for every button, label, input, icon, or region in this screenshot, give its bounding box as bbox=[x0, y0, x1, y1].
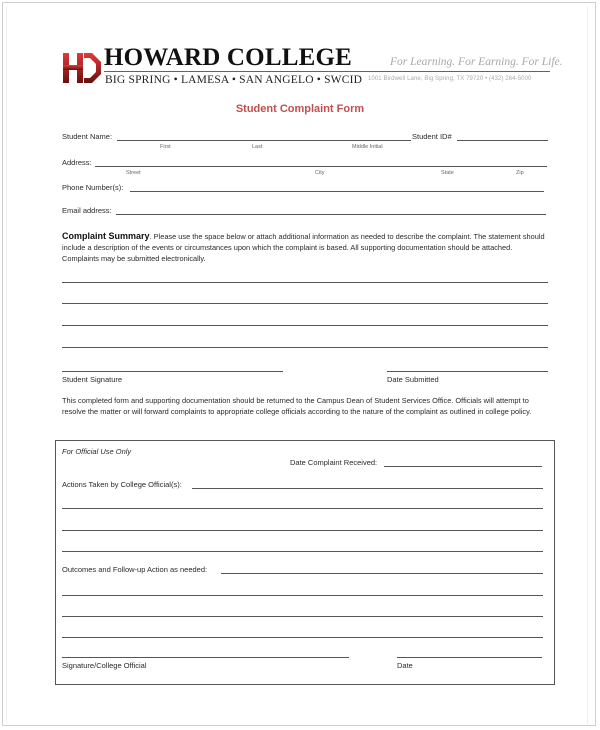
actions-line-1[interactable] bbox=[62, 508, 543, 509]
official-use-heading: For Official Use Only bbox=[62, 447, 132, 456]
outcomes-label: Outcomes and Follow-up Action as needed: bbox=[62, 565, 208, 574]
college-address: 1001 Birdwell Lane, Big Spring, TX 79720 • (432) 264-5000 bbox=[368, 76, 532, 82]
student-signature-field[interactable] bbox=[62, 371, 283, 372]
sublabel-zip: Zip bbox=[516, 170, 524, 176]
official-use-box bbox=[55, 440, 555, 685]
date-received-field[interactable] bbox=[384, 466, 542, 467]
student-id-label: Student ID# bbox=[412, 132, 452, 141]
return-instructions: This completed form and supporting documentation should be returned to the Campus Dean of Student Services Office. Officials will attempt to resolve the matter or will forward complaints to appropriate college officials according to the nature of the complaint as outlined in college policy. bbox=[62, 396, 532, 416]
phone-field[interactable] bbox=[130, 191, 544, 192]
address-field[interactable] bbox=[95, 166, 547, 167]
sublabel-city: City bbox=[315, 170, 325, 176]
sublabel-last: Last bbox=[252, 144, 263, 150]
address-label: Address: bbox=[62, 158, 92, 167]
official-date-label: Date bbox=[397, 661, 413, 670]
outcomes-line-2[interactable] bbox=[62, 616, 543, 617]
sublabel-street: Street bbox=[126, 170, 141, 176]
sublabel-middle-initial: Middle Initial bbox=[352, 144, 383, 150]
email-field[interactable] bbox=[116, 214, 546, 215]
complaint-line-2[interactable] bbox=[62, 303, 548, 304]
date-submitted-field[interactable] bbox=[387, 371, 548, 372]
official-signature-field[interactable] bbox=[62, 657, 349, 658]
sublabel-first: First bbox=[160, 144, 171, 150]
complaint-summary-heading: Complaint Summary bbox=[62, 231, 150, 241]
complaint-summary-text: . Please use the space below or attach additional information as needed to describe the complaint. The statement should include a description of the events or circumstances upon which the complaint is based. All supporting documentation should be attached. Complaints may be submitted electronically. bbox=[62, 232, 545, 263]
sublabel-state: State bbox=[441, 170, 454, 176]
header-rule bbox=[104, 71, 550, 72]
student-name-label: Student Name: bbox=[62, 132, 113, 141]
date-submitted-label: Date Submitted bbox=[387, 375, 439, 384]
email-label: Email address: bbox=[62, 206, 112, 215]
college-logo-icon bbox=[62, 50, 102, 86]
official-date-field[interactable] bbox=[397, 657, 542, 658]
actions-line-2[interactable] bbox=[62, 530, 543, 531]
outcomes-line-3[interactable] bbox=[62, 637, 543, 638]
student-signature-label: Student Signature bbox=[62, 375, 123, 384]
campus-list: BIG SPRING • LAMESA • SAN ANGELO • SWCID bbox=[105, 74, 363, 86]
complaint-line-3[interactable] bbox=[62, 325, 548, 326]
actions-line-3[interactable] bbox=[62, 551, 543, 552]
actions-taken-label: Actions Taken by College Official(s): bbox=[62, 480, 182, 489]
date-received-label: Date Complaint Received: bbox=[290, 458, 378, 467]
actions-taken-field[interactable] bbox=[192, 488, 543, 489]
complaint-line-1[interactable] bbox=[62, 282, 548, 283]
student-name-field[interactable] bbox=[117, 140, 411, 141]
college-tagline: For Learning. For Earning. For Life. bbox=[390, 56, 563, 68]
official-signature-label: Signature/College Official bbox=[62, 661, 147, 670]
phone-label: Phone Number(s): bbox=[62, 183, 124, 192]
complaint-summary-instructions bbox=[62, 231, 550, 264]
outcomes-field[interactable] bbox=[221, 573, 543, 574]
outcomes-line-1[interactable] bbox=[62, 595, 543, 596]
college-name: HOWARD COLLEGE bbox=[104, 44, 352, 71]
student-id-field[interactable] bbox=[457, 140, 548, 141]
complaint-line-4[interactable] bbox=[62, 347, 548, 348]
form-title: Student Complaint Form bbox=[235, 103, 365, 115]
